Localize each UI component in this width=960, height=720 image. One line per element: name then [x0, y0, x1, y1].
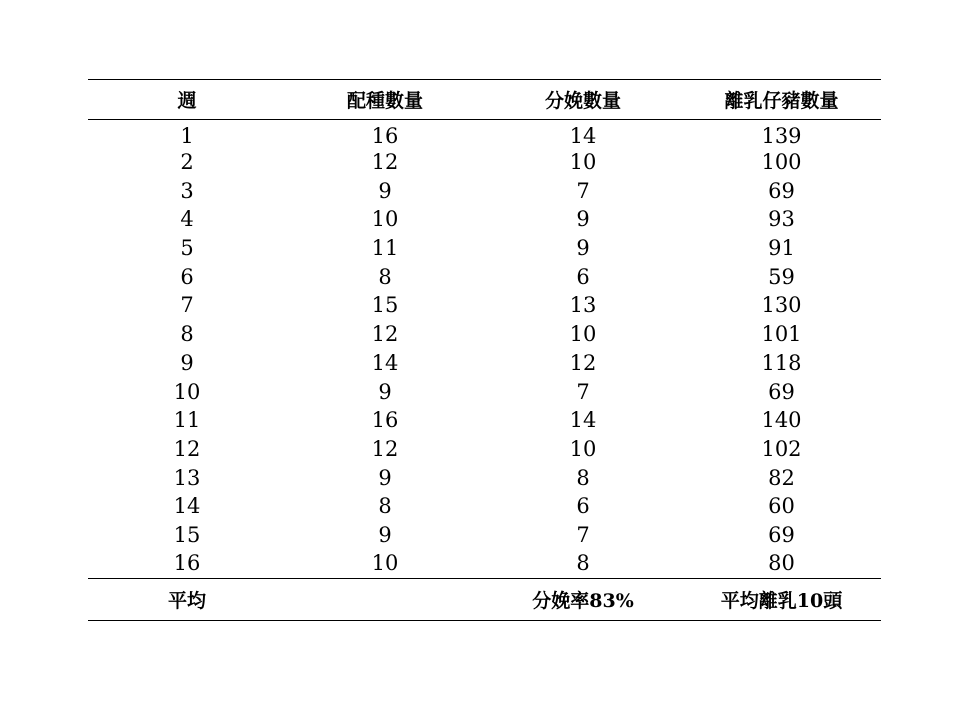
- cell-breeding-count: 12: [371, 322, 399, 347]
- cell-week: 13: [173, 465, 201, 490]
- table-row: [88, 234, 881, 263]
- cell-breeding-count: 12: [371, 150, 399, 175]
- cell-farrowing-count: 7: [576, 379, 590, 404]
- footer-average-label: 平均: [88, 579, 286, 621]
- cell-weaned-count: 91: [768, 236, 795, 261]
- cell-farrowing-count: 14: [569, 408, 597, 433]
- cell-farrowing-count: 7: [576, 522, 590, 547]
- cell-breeding-count: 14: [371, 350, 399, 375]
- cell-breeding-count: 9: [378, 178, 392, 203]
- cell-week: 4: [180, 207, 194, 232]
- cell-weaned-count: 118: [761, 350, 802, 375]
- header-breeding-count: 配種數量: [286, 80, 484, 120]
- header-farrowing-count: 分娩數量: [484, 80, 682, 120]
- cell-breeding-count: 11: [371, 236, 399, 261]
- table-header: [88, 80, 881, 120]
- cell-weaned-count: 140: [761, 408, 802, 433]
- cell-week: 1: [180, 123, 194, 148]
- header-row: [88, 80, 881, 120]
- cell-breeding-count: 9: [378, 522, 392, 547]
- cell-weaned-count: 139: [761, 123, 802, 148]
- cell-week: 6: [180, 264, 194, 289]
- table-row: [88, 435, 881, 464]
- cell-breeding-count: 10: [371, 551, 399, 576]
- cell-weaned-count: 82: [768, 465, 795, 490]
- cell-farrowing-count: 6: [576, 494, 590, 519]
- cell-breeding-count: 9: [378, 379, 392, 404]
- footer-empty-cell: [286, 579, 484, 621]
- cell-farrowing-count: 10: [569, 436, 597, 461]
- table-row: [88, 120, 881, 149]
- cell-farrowing-count: 13: [569, 293, 597, 318]
- cell-breeding-count: 12: [371, 436, 399, 461]
- table-footer: [88, 579, 881, 621]
- cell-breeding-count: 15: [371, 293, 399, 318]
- cell-weaned-count: 69: [768, 178, 795, 203]
- cell-breeding-count: 8: [378, 264, 392, 289]
- table-row: [88, 292, 881, 321]
- cell-weaned-count: 130: [761, 293, 802, 318]
- table-row: [88, 320, 881, 349]
- table-body: [88, 120, 881, 579]
- cell-breeding-count: 16: [371, 408, 399, 433]
- cell-week: 16: [173, 551, 201, 576]
- footer-row: [88, 579, 881, 621]
- cell-weaned-count: 60: [768, 494, 795, 519]
- cell-farrowing-count: 9: [576, 236, 590, 261]
- cell-farrowing-count: 12: [569, 350, 597, 375]
- data-table-container: [88, 79, 881, 621]
- cell-week: 15: [173, 522, 201, 547]
- table-row: [88, 406, 881, 435]
- cell-breeding-count: 9: [378, 465, 392, 490]
- cell-breeding-count: 10: [371, 207, 399, 232]
- footer-farrowing-rate: 分娩率83%: [484, 579, 682, 621]
- cell-week: 9: [180, 350, 194, 375]
- table-row: [88, 464, 881, 493]
- cell-weaned-count: 102: [761, 436, 802, 461]
- weaning-table: [88, 79, 881, 621]
- header-weaned-piglets-count: 離乳仔豬數量: [682, 80, 881, 120]
- cell-weaned-count: 69: [768, 522, 795, 547]
- cell-week: 5: [180, 236, 194, 261]
- cell-weaned-count: 100: [761, 150, 802, 175]
- cell-farrowing-count: 10: [569, 322, 597, 347]
- cell-week: 11: [173, 408, 201, 433]
- cell-breeding-count: 8: [378, 494, 392, 519]
- cell-farrowing-count: 7: [576, 178, 590, 203]
- cell-weaned-count: 101: [761, 322, 802, 347]
- table-row: [88, 206, 881, 235]
- cell-farrowing-count: 8: [576, 465, 590, 490]
- table-row: [88, 550, 881, 579]
- cell-farrowing-count: 10: [569, 150, 597, 175]
- table-row: [88, 349, 881, 378]
- cell-weaned-count: 93: [768, 207, 795, 232]
- cell-weaned-count: 69: [768, 379, 795, 404]
- table-row: [88, 148, 881, 177]
- header-week: 週: [88, 80, 286, 120]
- table-row: [88, 492, 881, 521]
- cell-week: 10: [173, 379, 201, 404]
- cell-week: 14: [173, 494, 201, 519]
- cell-week: 8: [180, 322, 194, 347]
- cell-week: 3: [180, 178, 194, 203]
- cell-breeding-count: 16: [371, 123, 399, 148]
- cell-week: 7: [180, 293, 194, 318]
- cell-farrowing-count: 8: [576, 551, 590, 576]
- table-row: [88, 177, 881, 206]
- cell-farrowing-count: 9: [576, 207, 590, 232]
- cell-farrowing-count: 14: [569, 123, 597, 148]
- cell-week: 12: [173, 436, 201, 461]
- cell-farrowing-count: 6: [576, 264, 590, 289]
- footer-average-weaned: 平均離乳10頭: [682, 579, 881, 621]
- table-row: [88, 263, 881, 292]
- cell-week: 2: [180, 150, 194, 175]
- cell-weaned-count: 80: [768, 551, 795, 576]
- cell-weaned-count: 59: [768, 264, 795, 289]
- table-row: [88, 378, 881, 407]
- table-row: [88, 521, 881, 550]
